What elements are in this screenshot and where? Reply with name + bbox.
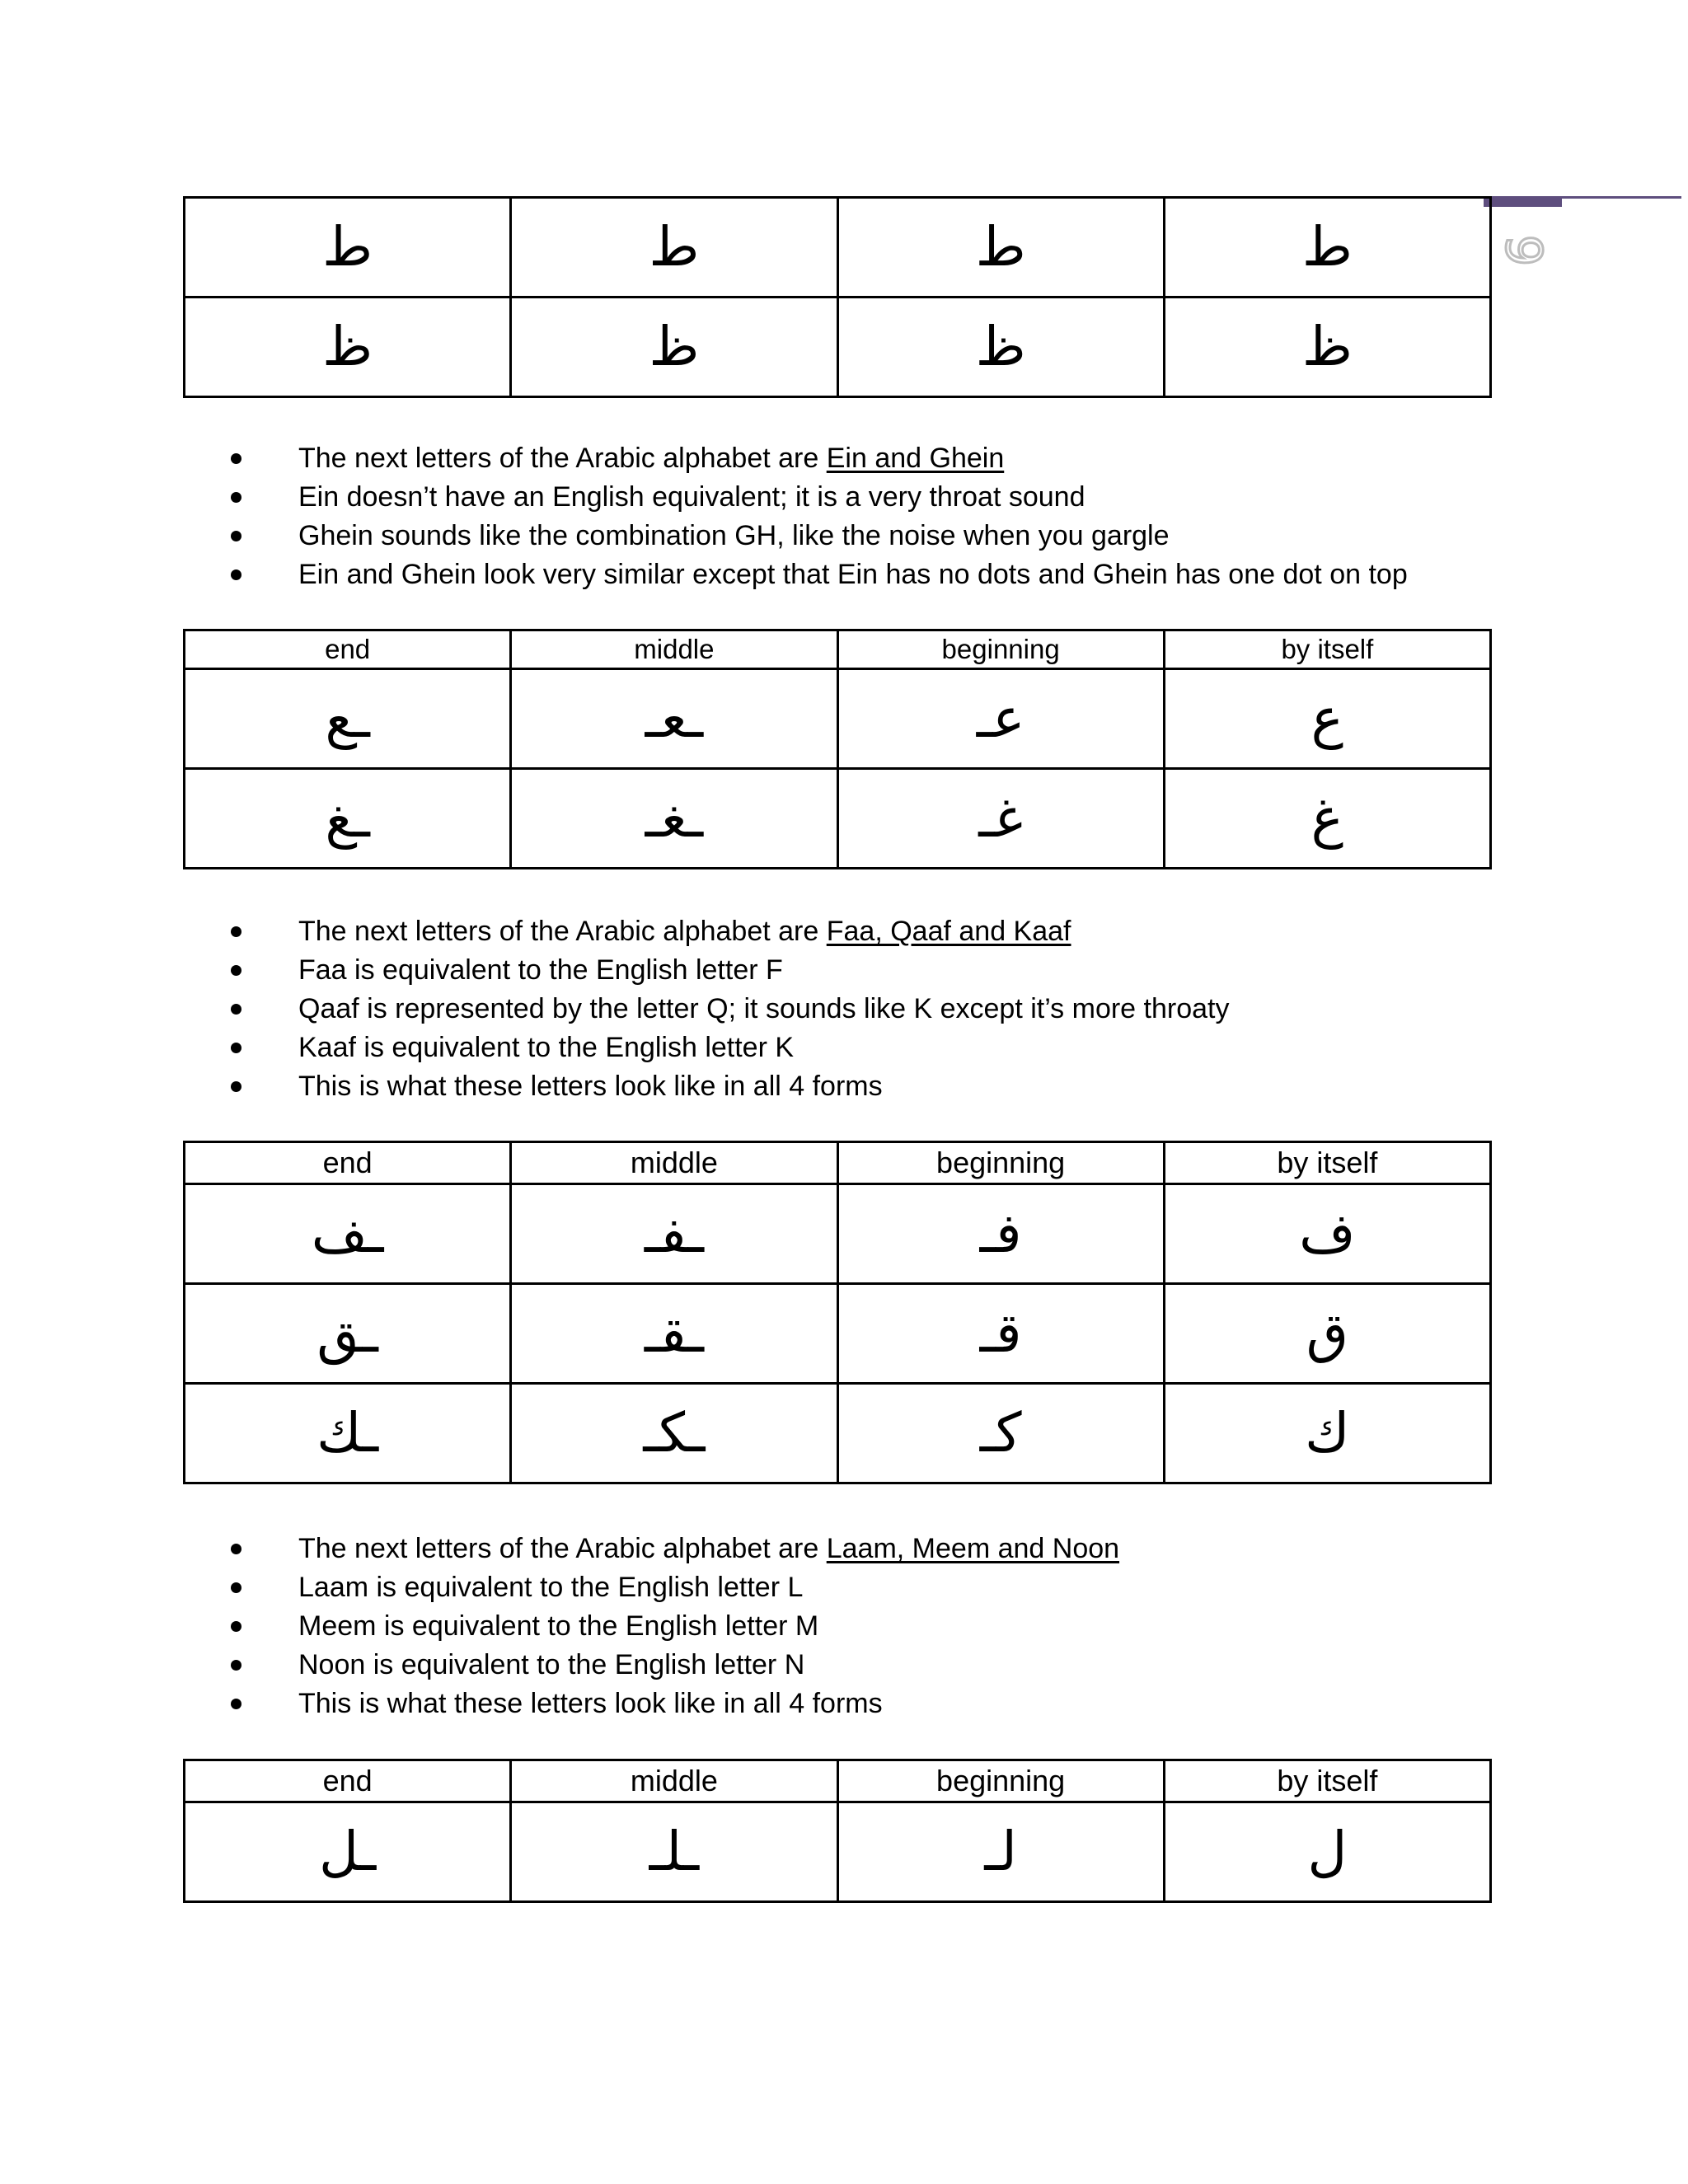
note-text: The next letters of the Arabic alphabet are	[298, 916, 827, 947]
table-header-row	[185, 630, 1491, 669]
note-text: Ghein sounds like the combination GH, like the noise when you gargle	[298, 520, 1170, 551]
list-item	[298, 1029, 1229, 1067]
column-header-end: end	[185, 1142, 511, 1184]
notes-laam-meem-noon	[183, 1530, 1119, 1723]
letter-cell-by-itself: ك	[1164, 1384, 1490, 1483]
list-item	[298, 1607, 1119, 1646]
note-text: Meem is equivalent to the English letter M	[298, 1610, 819, 1642]
letter-cell-by-itself: ظ	[1164, 298, 1490, 397]
header-rule-accent	[1484, 199, 1562, 207]
letter-cell-middle: ـفـ	[511, 1184, 837, 1284]
column-header-by-itself: by itself	[1164, 1142, 1490, 1184]
table-row	[185, 769, 1491, 869]
list-item	[298, 951, 1229, 990]
list-item	[298, 1530, 1119, 1568]
letter-cell-by-itself: ق	[1164, 1284, 1490, 1384]
letter-cell-beginning: فـ	[837, 1184, 1164, 1284]
list-item	[298, 478, 1408, 517]
page-number: 9	[1494, 234, 1552, 267]
table-row	[185, 1184, 1491, 1284]
letter-cell-beginning: لـ	[837, 1802, 1164, 1902]
note-text: Noon is equivalent to the English letter N	[298, 1649, 805, 1680]
letter-cell-middle: ـعـ	[511, 669, 837, 769]
column-header-beginning: beginning	[837, 630, 1164, 669]
column-header-beginning: beginning	[837, 1142, 1164, 1184]
letter-cell-end: ط	[185, 198, 511, 298]
page-number-area	[1484, 196, 1681, 287]
note-text: Kaaf is equivalent to the English letter K	[298, 1032, 795, 1063]
bullet-icon	[231, 1660, 241, 1671]
list-item	[298, 517, 1408, 555]
table-row	[185, 198, 1491, 298]
table-row	[185, 1802, 1491, 1902]
bullet-icon	[231, 1081, 241, 1092]
letter-cell-by-itself: ف	[1164, 1184, 1490, 1284]
letter-cell-end: ـك	[185, 1384, 511, 1483]
letter-cell-by-itself: ع	[1164, 669, 1490, 769]
table-row	[185, 1284, 1491, 1384]
bullet-icon	[231, 1043, 241, 1053]
note-text: Laam is equivalent to the English letter L	[298, 1572, 804, 1603]
letter-cell-end: ـغ	[185, 769, 511, 869]
note-highlight: Ein and Ghein	[826, 443, 1005, 474]
letter-cell-middle: ـكـ	[511, 1384, 837, 1483]
letter-cell-beginning: عـ	[837, 669, 1164, 769]
column-header-beginning: beginning	[837, 1760, 1164, 1802]
table-ein-ghein	[183, 629, 1492, 869]
list-item	[298, 439, 1408, 478]
letter-cell-end: ـف	[185, 1184, 511, 1284]
letter-cell-end: ظ	[185, 298, 511, 397]
letter-cell-middle: ظ	[511, 298, 837, 397]
list-item	[298, 1568, 1119, 1607]
letter-cell-beginning: قـ	[837, 1284, 1164, 1384]
bullet-icon	[231, 1544, 241, 1554]
list-item	[298, 555, 1408, 594]
list-item	[298, 1685, 1119, 1723]
table-taa-thaa	[183, 196, 1492, 398]
letter-cell-beginning: ظ	[837, 298, 1164, 397]
letter-cell-beginning: غـ	[837, 769, 1164, 869]
note-highlight: Faa, Qaaf and Kaaf	[826, 916, 1071, 947]
letter-cell-middle: ـغـ	[511, 769, 837, 869]
table-header-row	[185, 1760, 1491, 1802]
list-item	[298, 912, 1229, 951]
column-header-end: end	[185, 1760, 511, 1802]
note-text: The next letters of the Arabic alphabet are	[298, 443, 827, 474]
bullet-icon	[231, 1621, 241, 1632]
column-header-by-itself: by itself	[1164, 1760, 1490, 1802]
letter-cell-middle: ـقـ	[511, 1284, 837, 1384]
table-header-row	[185, 1142, 1491, 1184]
letter-cell-by-itself: ط	[1164, 198, 1490, 298]
note-text: The next letters of the Arabic alphabet are	[298, 1533, 827, 1564]
notes-faa-qaaf-kaaf	[183, 912, 1229, 1106]
column-header-middle: middle	[511, 630, 837, 669]
table-row	[185, 1384, 1491, 1483]
note-text: This is what these letters look like in all 4 forms	[298, 1071, 883, 1102]
letter-cell-by-itself: ل	[1164, 1802, 1490, 1902]
letter-cell-middle: ـلـ	[511, 1802, 837, 1902]
letter-cell-beginning: كـ	[837, 1384, 1164, 1483]
column-header-middle: middle	[511, 1760, 837, 1802]
letter-cell-middle: ط	[511, 198, 837, 298]
bullet-icon	[231, 492, 241, 503]
note-text: Faa is equivalent to the English letter F	[298, 954, 783, 986]
letter-cell-end: ـل	[185, 1802, 511, 1902]
column-header-middle: middle	[511, 1142, 837, 1184]
bullet-icon	[231, 926, 241, 937]
note-highlight: Laam, Meem and Noon	[826, 1533, 1120, 1564]
table-laam-meem-noon	[183, 1759, 1492, 1903]
note-text: Qaaf is represented by the letter Q; it sounds like K except it’s more throaty	[298, 993, 1230, 1024]
notes-ein-ghein	[183, 439, 1408, 594]
table-row	[185, 298, 1491, 397]
column-header-by-itself: by itself	[1164, 630, 1490, 669]
bullet-icon	[231, 1582, 241, 1593]
list-item	[298, 990, 1229, 1029]
bullet-icon	[231, 531, 241, 541]
table-faa-qaaf-kaaf	[183, 1141, 1492, 1484]
bullet-icon	[231, 965, 241, 976]
letter-cell-end: ـع	[185, 669, 511, 769]
letter-cell-end: ـق	[185, 1284, 511, 1384]
bullet-icon	[231, 453, 241, 464]
table-row	[185, 669, 1491, 769]
note-text: This is what these letters look like in all 4 forms	[298, 1688, 883, 1719]
letter-cell-by-itself: غ	[1164, 769, 1490, 869]
letter-cell-beginning: ط	[837, 198, 1164, 298]
list-item	[298, 1646, 1119, 1685]
list-item	[298, 1067, 1229, 1106]
bullet-icon	[231, 1004, 241, 1015]
bullet-icon	[231, 1699, 241, 1709]
note-text: Ein doesn’t have an English equivalent; it is a very throat sound	[298, 481, 1085, 513]
note-text: Ein and Ghein look very similar except that Ein has no dots and Ghein has one dot on top	[298, 559, 1408, 590]
column-header-end: end	[185, 630, 511, 669]
bullet-icon	[231, 569, 241, 580]
